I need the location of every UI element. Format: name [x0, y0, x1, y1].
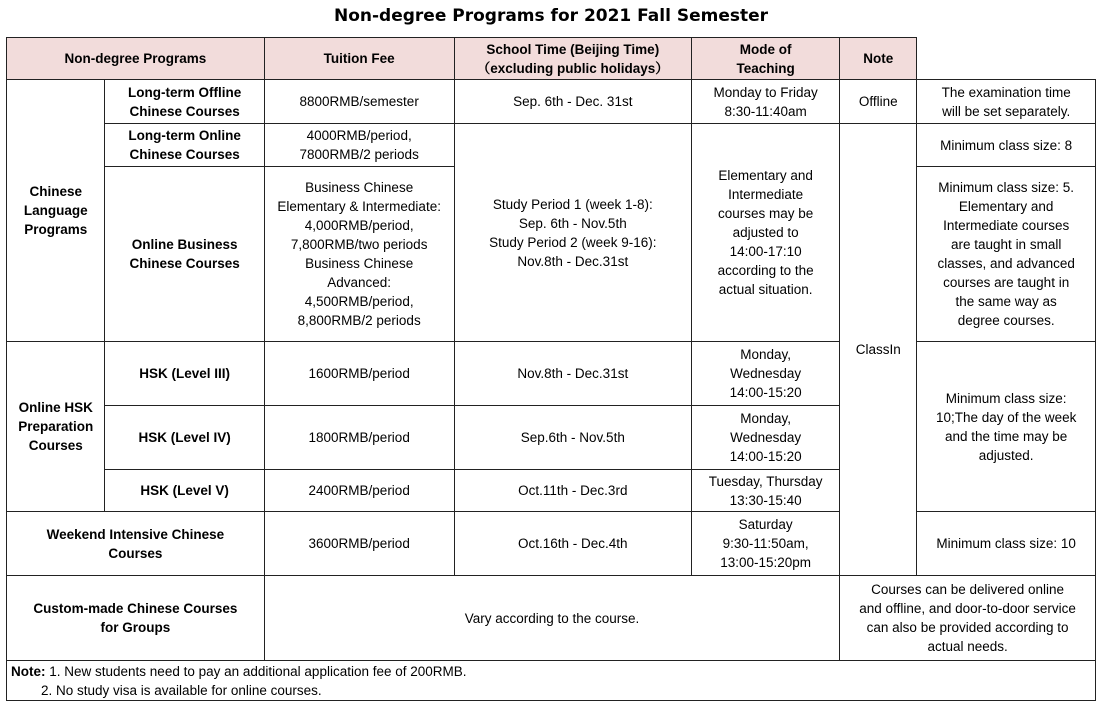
program-hsk-level-3: HSK (Level III) — [105, 342, 264, 406]
table-row — [7, 80, 1096, 124]
program-custom-made: Custom-made Chinese Courses for Groups — [7, 576, 265, 661]
fee-cell: 3600RMB/period — [264, 512, 454, 576]
footer-notes-row — [7, 661, 1096, 701]
dates-cell: Sep. 6th - Dec. 31st — [454, 80, 691, 124]
table-row — [7, 576, 1096, 661]
dates-cell: Nov.8th - Dec.31st — [454, 342, 691, 406]
note-cell: Minimum class size: 10 — [917, 512, 1096, 576]
mode-offline: Offline — [840, 80, 917, 124]
note-cell: The examination time will be set separately. — [917, 80, 1096, 124]
mode-classin: ClassIn — [840, 124, 917, 576]
note-cell: Minimum class size: 8 — [917, 124, 1096, 167]
dates-cell: Sep.6th - Nov.5th — [454, 406, 691, 470]
program-online-business: Online Business Chinese Courses — [105, 167, 264, 342]
fee-cell: 1800RMB/period — [264, 406, 454, 470]
header-school-time: School Time (Beijing Time) （excluding public holidays） — [454, 38, 691, 80]
time-cell: Monday, Wednesday 14:00-15:20 — [692, 342, 840, 406]
footer-notes — [7, 661, 1096, 701]
fee-cell: 2400RMB/period — [264, 470, 454, 512]
page-title: Non-degree Programs for 2021 Fall Semester — [333, 6, 769, 26]
note-cell-custom: Courses can be delivered online and offline, and door-to-door service can also be provided according to actual needs. — [840, 576, 1096, 661]
time-cell: Monday, Wednesday 14:00-15:20 — [692, 406, 840, 470]
time-cell: Monday to Friday 8:30-11:40am — [692, 80, 840, 124]
note-cell-hsk: Minimum class size: 10;The day of the week and the time may be adjusted. — [917, 342, 1096, 512]
programs-table — [6, 37, 1096, 701]
program-hsk-level-4: HSK (Level IV) — [105, 406, 264, 470]
header-programs: Non-degree Programs — [7, 38, 265, 80]
footer-note-1: 1. New students need to pay an additional application fee of 200RMB. — [45, 663, 467, 679]
header-tuition: Tuition Fee — [264, 38, 454, 80]
fee-cell: Business Chinese Elementary & Intermediate: 4,000RMB/period, 7,800RMB/two periods Business Chinese Advanced: 4,500RMB/period, 8,800RMB/2 periods — [264, 167, 454, 342]
time-cell: Saturday 9:30-11:50am, 13:00-15:20pm — [692, 512, 840, 576]
dates-cell: Oct.16th - Dec.4th — [454, 512, 691, 576]
table-row — [7, 342, 1096, 406]
fee-cell: 1600RMB/period — [264, 342, 454, 406]
program-hsk-level-5: HSK (Level V) — [105, 470, 264, 512]
time-cell-shared: Elementary and Intermediate courses may be adjusted to 14:00-17:10 according to the actual situation. — [692, 124, 840, 342]
fee-cell: 4000RMB/period, 7800RMB/2 periods — [264, 124, 454, 167]
note-cell: Minimum class size: 5. Elementary and Intermediate courses are taught in small classes, and advanced courses are taught in the same way as degree courses. — [917, 167, 1096, 342]
header-note: Note — [840, 38, 917, 80]
program-weekend-intensive: Weekend Intensive Chinese Courses — [7, 512, 265, 576]
table-row — [7, 512, 1096, 576]
footer-note-2: 2. No study visa is available for online courses. — [41, 682, 322, 698]
time-cell: Tuesday, Thursday 13:30-15:40 — [692, 470, 840, 512]
group-hsk: Online HSK Preparation Courses — [7, 342, 105, 512]
program-long-term-offline: Long-term Offline Chinese Courses — [105, 80, 264, 124]
table-row — [7, 124, 1096, 167]
fee-cell: 8800RMB/semester — [264, 80, 454, 124]
footer-note-label: Note: — [11, 663, 46, 679]
group-chinese-language: Chinese Language Programs — [7, 80, 105, 342]
dates-cell: Oct.11th - Dec.3rd — [454, 470, 691, 512]
header-mode: Mode of Teaching — [692, 38, 840, 80]
custom-vary-cell: Vary according to the course. — [264, 576, 839, 661]
header-row — [7, 38, 1096, 80]
program-long-term-online: Long-term Online Chinese Courses — [105, 124, 264, 167]
dates-cell-shared: Study Period 1 (week 1-8): Sep. 6th - Nov.5th Study Period 2 (week 9-16): Nov.8th - Dec.31st — [454, 124, 691, 342]
